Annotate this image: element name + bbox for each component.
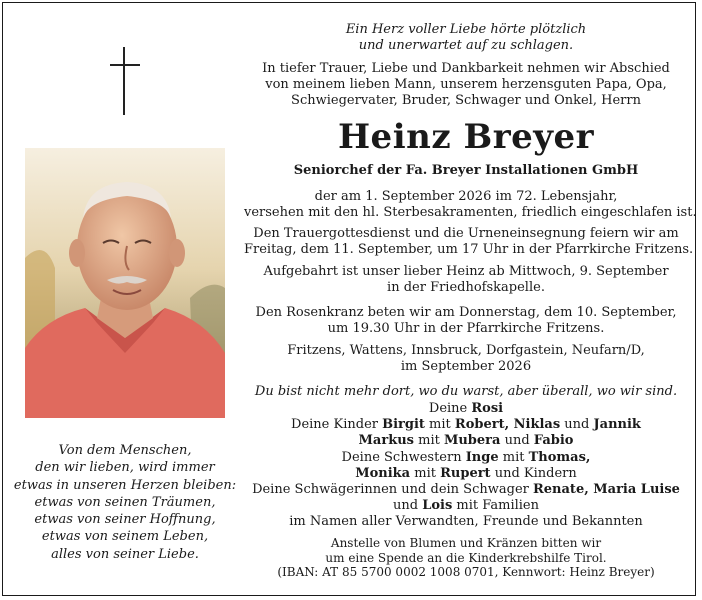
portrait-photo: [25, 148, 225, 418]
poem-line: etwas von seinem Leben,: [41, 529, 209, 545]
mourners-list: [244, 401, 688, 531]
death-notice: [244, 189, 697, 221]
header-verse: [244, 22, 688, 54]
places-line: Fritzens, Wattens, Innsbruck, Dorfgastein, Neufarn/D,: [287, 343, 645, 358]
donation-request: [244, 536, 688, 580]
farewell-quote: Du bist nicht mehr dort, wo du warst, aber überall, wo wir sind.: [254, 384, 678, 399]
mourner-line: Deine Rosi: [428, 401, 504, 416]
rosary-line: um 19.30 Uhr in der Pfarrkirche Fritzens.: [327, 321, 605, 336]
cross-icon: [123, 47, 125, 115]
funeral-line: Freitag, dem 11. September, um 17 Uhr in der Pfarrkirche Fritzens.: [244, 242, 694, 257]
mourner-line: Markus mit Mubera und Fabio: [358, 433, 574, 449]
funeral-info: [244, 226, 694, 258]
poem-line: Von dem Menschen,: [58, 443, 192, 458]
death-line: versehen mit den hl. Sterbesakramenten, friedlich eingeschlafen ist.: [244, 205, 697, 220]
verse-line: und unerwartet auf zu schlagen.: [358, 38, 574, 53]
portrait-illustration: [25, 148, 225, 418]
donation-line: um eine Spende an die Kinderkrebshilfe Tirol.: [325, 550, 607, 565]
death-line: der am 1. September 2026 im 72. Lebensjahr,: [314, 189, 618, 204]
mourner-line: Deine Kinder Birgit mit Robert, Niklas und Jannik: [291, 417, 641, 433]
viewing-line: Aufgebahrt ist unser lieber Heinz ab Mittwoch, 9. September: [263, 264, 669, 279]
mourner-line: im Namen aller Verwandten, Freunde und Bekannten: [289, 514, 643, 530]
funeral-line: Den Trauergottesdienst und die Urneneinsegnung feiern wir am: [253, 226, 679, 241]
intro-line: von meinem lieben Mann, unserem herzensguten Papa, Opa,: [265, 77, 667, 92]
intro-line: In tiefer Trauer, Liebe und Dankbarkeit nehmen wir Abschied: [262, 61, 670, 76]
donation-line: (IBAN: AT 85 5700 0002 1008 0701, Kennwort: Heinz Breyer): [277, 565, 655, 579]
intro-text: [244, 61, 688, 109]
memorial-poem: [10, 442, 240, 563]
poem-line: etwas in unseren Herzen bleiben:: [13, 477, 237, 493]
poem-line: den wir lieben, wird immer: [35, 460, 215, 476]
cross-icon-bar: [110, 64, 140, 66]
places-line: im September 2026: [400, 359, 532, 374]
mourner-line: Deine Schwestern Inge mit Thomas,: [341, 449, 591, 465]
viewing-info: [244, 264, 688, 296]
viewing-line: in der Friedhofskapelle.: [387, 280, 545, 295]
poem-line: etwas von seinen Träumen,: [34, 494, 216, 510]
verse-line: Ein Herz voller Liebe hörte plötzlich: [345, 22, 587, 37]
mourner-line: Monika mit Rupert und Kindern: [355, 465, 577, 481]
places-date: [244, 343, 688, 375]
poem-line: etwas von seiner Hoffnung,: [34, 512, 216, 528]
intro-line: Schwiegervater, Bruder, Schwager und Onkel, Herrn: [291, 93, 641, 108]
deceased-subtitle: Seniorchef der Fa. Breyer Installationen GmbH: [293, 163, 639, 178]
poem-line: alles von seiner Liebe.: [51, 546, 199, 562]
mourner-line: und Lois mit Familien: [392, 498, 539, 514]
rosary-info: [244, 305, 688, 337]
mourner-line: Deine Schwägerinnen und dein Schwager Renate, Maria Luise: [252, 482, 680, 498]
deceased-name: Heinz Breyer: [337, 117, 595, 157]
rosary-line: Den Rosenkranz beten wir am Donnerstag, dem 10. September,: [255, 305, 677, 320]
donation-line: Anstelle von Blumen und Kränzen bitten wir: [330, 536, 602, 550]
